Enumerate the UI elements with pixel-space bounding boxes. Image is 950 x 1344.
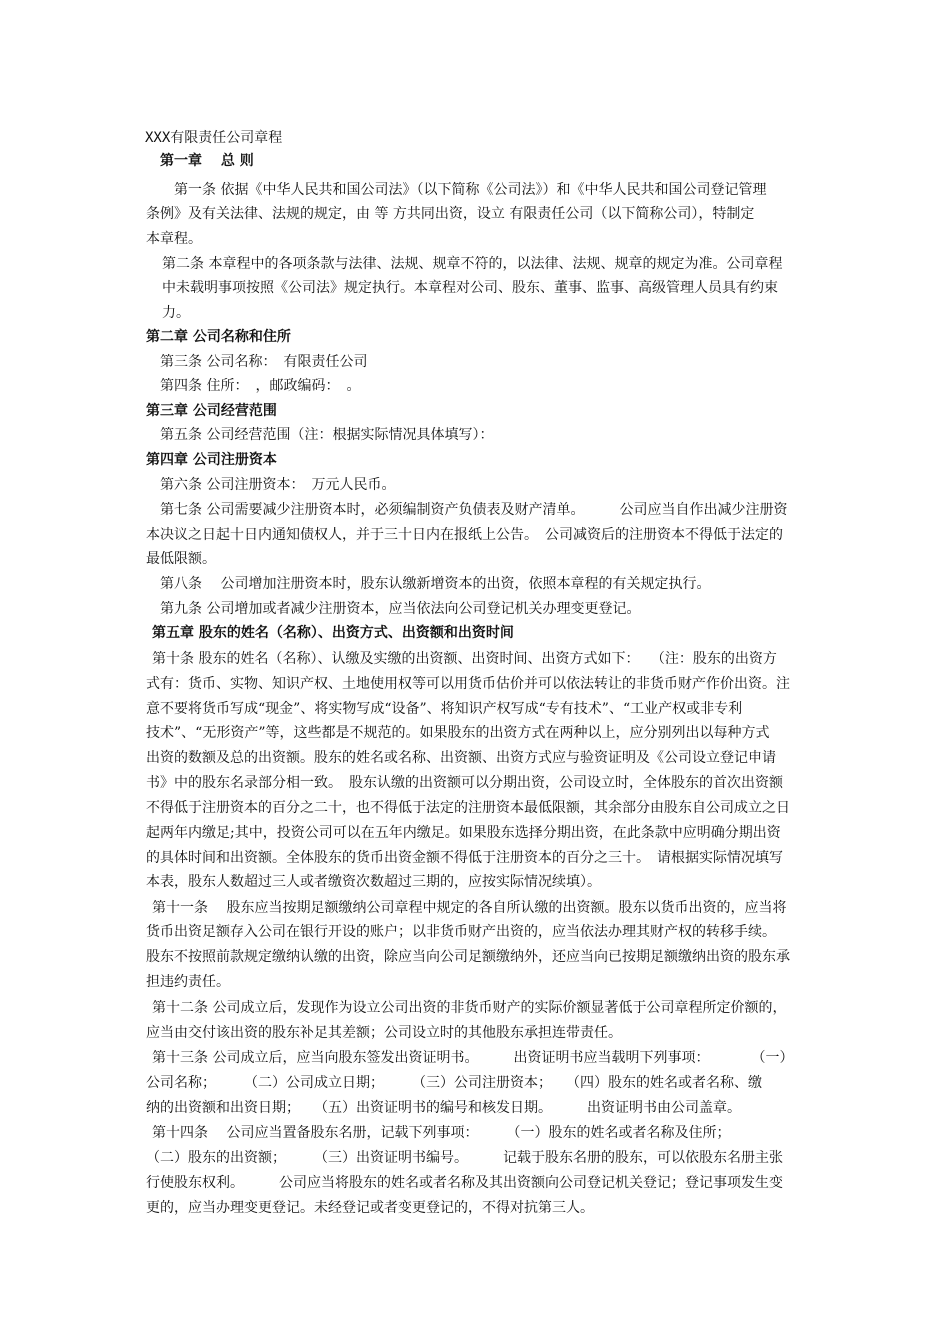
paragraph-line: 行使股东权利。 公司应当将股东的姓名或者名称及其出资额向公司登记机关登记；登记事项发生变: [146, 1175, 783, 1191]
paragraph-line: 出资的数额及总的出资额。股东的姓名或名称、出资额、出资方式应与验资证明及《公司设立登记申请: [146, 750, 776, 766]
paragraph-line: 第十四条 公司应当置备股东名册，记载下列事项： （一）股东的姓名或者名称及住所；: [152, 1125, 731, 1141]
paragraph-line: 第四条 住所： ，邮政编码： 。: [160, 378, 361, 394]
paragraph-line: 更的，应当办理变更登记。未经登记或者变更登记的，不得对抗第三人。: [146, 1200, 594, 1216]
paragraph-line: 担违约责任。: [146, 974, 230, 990]
paragraph-line: 力。: [162, 305, 190, 321]
paragraph-line: 第十条 股东的姓名（名称）、认缴及实缴的出资额、出资时间、出资方式如下： （注：股东的出资方: [152, 651, 777, 667]
paragraph-line: 第十一条 股东应当按期足额缴纳公司章程中规定的各自所认缴的出资额。股东以货币出资的，应当将: [152, 900, 787, 916]
paragraph-line: 股东不按照前款规定缴纳认缴的出资，除应当向公司足额缴纳外，还应当向已按期足额缴纳出资的股东承: [146, 949, 790, 965]
paragraph-line: 第六条 公司注册资本： 万元人民币。: [160, 477, 396, 493]
paragraph-line: 第二条 本章程中的各项条款与法律、法规、规章不符的，以法律、法规、规章的规定为准。公司章程: [162, 256, 783, 272]
paragraph-line: 第八条 公司增加注册资本时，股东认缴新增资本的出资，依照本章程的有关规定执行。: [160, 576, 711, 592]
paragraph-line: 式有：货币、实物、知识产权、土地使用权等可以用货币估价并可以依法转让的非货币财产作价出资。注: [146, 676, 790, 692]
paragraph-line: 技术”、“无形资产”等，这些都是不规范的。如果股东的出资方式在两种以上，应分别列出以每种方式: [146, 725, 770, 741]
paragraph-line: 第一条 依据《中华人民共和国公司法》（以下简称《公司法》）和《中华人民共和国公司登记管理: [174, 182, 767, 198]
paragraph-line: 不得低于注册资本的百分之二十，也不得低于法定的注册资本最低限额，其余部分由股东自公司成立之日: [146, 800, 790, 816]
paragraph-line: 中未载明事项按照《公司法》规定执行。本章程对公司、股东、董事、监事、高级管理人员具有约束: [162, 280, 778, 296]
chapter-heading: 第一章 总 则: [160, 153, 254, 169]
paragraph-line: （二）股东的出资额； （三）出资证明书编号。 记载于股东名册的股东，可以依股东名册主张: [146, 1150, 783, 1166]
paragraph-line: 纳的出资额和出资日期； （五）出资证明书的编号和核发日期。 出资证明书由公司盖章。: [146, 1100, 741, 1116]
chapter-heading: 第五章 股东的姓名（名称）、出资方式、出资额和出资时间: [152, 625, 514, 641]
paragraph-line: 第五条 公司经营范围（注：根据实际情况具体填写）：: [160, 427, 494, 443]
chapter-heading: 第二章 公司名称和住所: [146, 329, 291, 345]
paragraph-line: 公司名称； （二）公司成立日期； （三）公司注册资本； （四）股东的姓名或者名称、缴: [146, 1075, 762, 1091]
chapter-heading: 第四章 公司注册资本: [146, 452, 277, 468]
paragraph-line: 条例》及有关法律、法规的规定，由 等 方共同出资，设立 有限责任公司（以下简称公司），特制定: [146, 206, 755, 222]
paragraph-line: 最低限额。: [146, 551, 216, 567]
chapter-heading: 第三章 公司经营范围: [146, 403, 277, 419]
paragraph-line: 货币出资足额存入公司在银行开设的账户；以非货币财产出资的，应当依法办理其财产权的转移手续。: [146, 924, 776, 940]
paragraph-line: 本章程。: [146, 231, 202, 247]
paragraph-line: 应当由交付该出资的股东补足其差额；公司设立时的其他股东承担连带责任。: [146, 1025, 622, 1041]
paragraph-line: 的具体时间和出资额。全体股东的货币出资金额不得低于注册资本的百分之三十。 请根据实际情况填写: [146, 850, 783, 866]
paragraph-line: 第十三条 公司成立后，应当向股东签发出资证明书。 出资证明书应当载明下列事项： （一）: [152, 1050, 794, 1066]
paragraph-line: 第九条 公司增加或者减少注册资本，应当依法向公司登记机关办理变更登记。: [160, 601, 641, 617]
paragraph-line: 第三条 公司名称： 有限责任公司: [160, 354, 368, 370]
paragraph-line: 本表，股东人数超过三人或者缴资次数超过三期的，应按实际情况续填）。: [146, 874, 601, 890]
paragraph-line: 书》中的股东名录部分相一致。 股东认缴的出资额可以分期出资，公司设立时，全体股东的首次出资额: [146, 775, 783, 791]
document-title: XXX有限责任公司章程: [145, 130, 283, 146]
paragraph-line: 起两年内缴足;其中，投资公司可以在五年内缴足。如果股东选择分期出资，在此条款中应明确分期出资: [146, 825, 781, 841]
paragraph-line: 意不要将货币写成“现金”、将实物写成“设备”、将知识产权写成“专有技术”、“工业产权或非专利: [146, 701, 743, 717]
paragraph-line: 本决议之日起十日内通知债权人，并于三十日内在报纸上公告。 公司减资后的注册资本不得低于法定的: [146, 527, 783, 543]
paragraph-line: 第七条 公司需要减少注册资本时，必须编制资产负债表及财产清单。 公司应当自作出减少注册资: [160, 502, 788, 518]
paragraph-line: 第十二条 公司成立后，发现作为设立公司出资的非货币财产的实际价额显著低于公司章程所定价额的，: [152, 1000, 787, 1016]
